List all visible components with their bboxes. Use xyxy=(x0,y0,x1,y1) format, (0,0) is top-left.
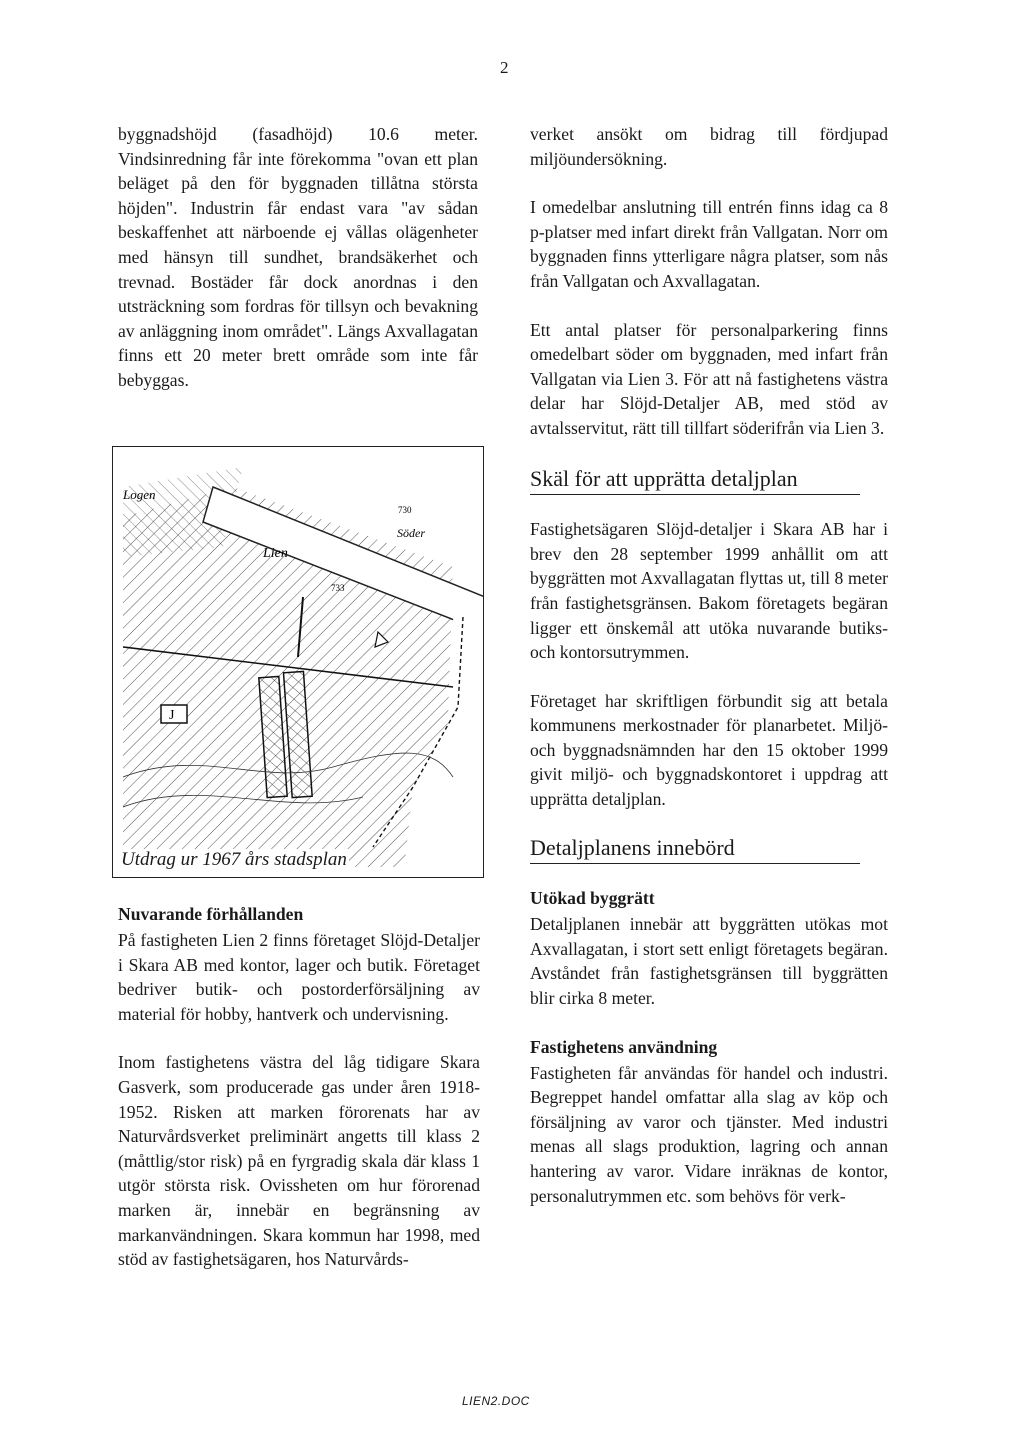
paragraph-fastighet: Fastigheten får användas för handel och industri. Begreppet handel omfattar alla slag av köp och försäljning av varor och tjänster. Med industri menas all slags produktion, lagring och annan hantering av varor. Vidare inräknas de kontor, personalutrymmen etc. som behövs för verk- xyxy=(530,1062,888,1206)
footer-filename: LIEN2.DOC xyxy=(462,1394,530,1408)
paragraph-parking: I omedelbar anslutning till entrén finns idag ca 8 p-platser med infart direkt från Vallgatan. Norr om byggnaden finns ytterligare några platser, som nås från Vallgatan och Axvallagatan. xyxy=(530,197,888,291)
page-number: 2 xyxy=(500,58,509,77)
map-caption: Utdrag ur 1967 års stadsplan xyxy=(121,849,347,870)
label-soder: Söder xyxy=(397,526,425,540)
heading-fastighet: Fastighetens användning xyxy=(530,1036,718,1057)
paragraph-nuvarande-2: Inom fastighetens västra del låg tidigare Skara Gasverk, som producerade gas under åren 1918-1952. Risken att marken förorenats har av Naturvårdsverket preliminärt angetts till klass 2 (måttlig/stor risk) på en fyrgradig skala där klass 1 utgör största risk. Ovissheten om hur förorenad marken är, innebär en begränsning av markanvändningen. Skara kommun har 1998, med stöd av fastighetsägaren, hos Naturvårds- xyxy=(118,1052,480,1270)
paragraph-nuvarande-1: På fastigheten Lien 2 finns företaget Slöjd-Detaljer i Skara AB med kontor, lager och butik. Företaget bedriver butik- och postorderförsäljning av material för hobby, hantverk och undervisning. xyxy=(118,930,480,1024)
paragraph-personal-parking: Ett antal platser för personalparkering finns omedelbart söder om byggnaden, med infart från Vallgatan via Lien 3. För att nå fastighetens västra delar har Slöjd-Detaljer AB, med stöd av avtalsservitut, rätt till tillfart söderifrån via Lien 3. xyxy=(530,319,888,438)
heading-utokad: Utökad byggrätt xyxy=(530,888,655,909)
city-plan-map xyxy=(113,447,484,878)
heading-skal: Skäl för att upprätta detaljplan xyxy=(530,467,860,496)
paragraph-skal-2: Företaget har skriftligen förbundit sig att betala kommunens merkostnader för planarbetet. Miljö- och byggnadsnämnden har den 15 oktober 1999 givit miljö- och byggnadskontoret i uppdrag att upprätta detaljplan. xyxy=(530,690,888,810)
right-column xyxy=(530,122,888,1232)
paragraph-verket: verket ansökt om bidrag till fördjupad miljöundersökning. xyxy=(530,124,888,169)
heading-innebord: Detaljplanens innebörd xyxy=(530,836,860,865)
label-730: 730 xyxy=(398,505,412,515)
left-column-lower xyxy=(118,902,480,1296)
heading-nuvarande: Nuvarande förhållanden xyxy=(118,904,304,924)
paragraph-skal-1: Fastighetsägaren Slöjd-detaljer i Skara AB har i brev den 28 september 1999 anhållit om att byggrätten mot Axvallagatan flyttas ut, till 8 meter från fastighetsgränsen. Bakom företagets begäran ligger ett önskemål att utöka nuvarande butiks- och kontorsutrymmen. xyxy=(530,519,888,663)
label-733: 733 xyxy=(331,583,345,593)
j-marker-label: J xyxy=(169,708,175,723)
paragraph-building-height: byggnadshöjd (fasadhöjd) 10.6 meter. Vindsinredning får inte förekomma "ovan ett plan beläget på den för byggnaden tillåtna största höjden". Industrin får endast vara "av sådan beskaffenhet att närboende ej vållas olägenheter med hänsyn till sundhet, brandsäkerhet och trevnad. Bostäder får dock anordnas i den utsträckning som fordras för tillsyn och bevakning av anläggning inom området". Längs Axvallagatan finns ett 20 meter brett område som inte får bebyggas. xyxy=(118,124,478,390)
paragraph-utokad: Detaljplanen innebär att byggrätten utökas mot Axvallagatan, i stort sett enligt företagets begäran. Avståndet från fastighetsgränsen till byggrätten blir cirka 8 meter. xyxy=(530,914,888,1009)
label-logen: Logen xyxy=(123,487,156,502)
map-figure xyxy=(112,446,484,878)
label-lien: Lien xyxy=(263,546,288,561)
left-column-upper xyxy=(118,122,478,417)
